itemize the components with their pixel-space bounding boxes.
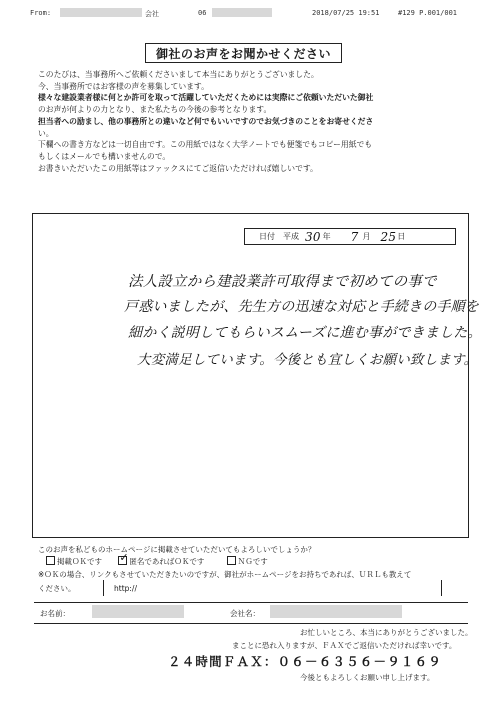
form-title: 御社のお声をお聞かせください <box>155 46 331 61</box>
date-day: 25 <box>380 229 397 244</box>
checkbox[interactable] <box>227 556 236 565</box>
url-field[interactable] <box>103 580 442 596</box>
checkbox-checked[interactable]: ✓ <box>119 551 129 564</box>
url-note: ※ＯＫの場合、リンクもさせていただきたいのですが、御社がホームページをお持ちであれば、ＵＲＬも教えて <box>38 570 412 579</box>
url-prefix: http:// <box>114 583 137 593</box>
redacted-sender <box>60 8 142 17</box>
intro-line: 下欄への書き方などは一切自由です。この用紙ではなく大学ノートでも便箋でもコピー用紙でも <box>38 140 373 150</box>
closing-final: 今後ともよろしくお願い申し上げます。 <box>300 673 435 682</box>
form-title-box <box>145 43 342 63</box>
date-month: 7 <box>350 229 359 244</box>
intro-line: 担当者への励まし、他の事務所との違いなど何でもいいですのでお気づきのことをお寄せくださ <box>38 116 374 126</box>
permission-question: このお声を私どものホームページに掲載させていただいてもよろしいでしょうか？ <box>38 545 316 554</box>
intro-line: い。 <box>38 128 54 138</box>
url-note-cont: ください。 <box>38 584 76 593</box>
intro-line: もしくはメールでも構いませんので。 <box>38 151 171 161</box>
date-label: 日付 <box>259 232 275 241</box>
intro-line: 様々な建設業者様に何とか許可を取って活躍していただくためには実際にご依頼いただいた御社 <box>38 93 374 103</box>
date-field <box>244 228 456 245</box>
company-label: 会社名： <box>230 609 260 618</box>
permission-options <box>46 551 268 567</box>
handwritten-line: 法人設立から建設業許可取得まで初めての事で <box>128 274 437 290</box>
redacted-name <box>92 605 184 618</box>
closing-request: まことに恐れ入りますが、ＦＡＸでご返信いただければ幸いです。 <box>232 641 457 650</box>
fax-area-code: 06 <box>198 9 207 17</box>
intro-line: このたびは、当事務所へご依頼くださいまして本当にありがとうございました。 <box>38 70 319 79</box>
fax-datetime: 2018/07/25 19:51 <box>312 9 380 17</box>
handwritten-line: 大変満足しています。今後とも宜しくお願い致します。 <box>137 352 478 368</box>
handwritten-line: 戸惑いましたが、先生方の迅速な対応と手続きの手順を <box>124 299 479 315</box>
name-label: お名前： <box>40 609 70 618</box>
date-year-unit: 年 <box>322 232 331 241</box>
intro-text <box>38 69 373 174</box>
date-year: 30 <box>305 229 321 244</box>
fax-from-label: From: <box>30 9 52 17</box>
date-era: 平成 <box>283 232 299 241</box>
date-day-unit: 日 <box>397 232 406 241</box>
date-month-unit: 月 <box>362 232 371 241</box>
fax-number: ２４時間ＦＡＸ：０６－６３５６－９１６９ <box>168 654 443 669</box>
redacted-number <box>212 8 272 17</box>
option-ok[interactable]: 掲載ＯＫです <box>46 557 102 566</box>
checkbox[interactable] <box>46 556 55 565</box>
intro-line: のお声が何よりの力となり、また私たちの今後の参考となります。 <box>38 105 272 115</box>
option-ng[interactable]: ＮＧです <box>227 557 268 566</box>
closing-thanks: お忙しいところ、本当にありがとうございました。 <box>300 628 473 637</box>
option-anonymous-ok[interactable]: ✓ 匿名であればＯＫです <box>119 551 205 566</box>
divider <box>34 602 468 603</box>
divider <box>34 623 468 624</box>
intro-line: お書きいただいたこの用紙等はファックスにてご返信いただければ嬉しいです。 <box>38 163 318 173</box>
fax-company-suffix: 会社 <box>145 10 159 18</box>
fax-page-info: #129 P.001/001 <box>398 9 458 17</box>
handwritten-line: 細かく説明してもらいスムーズに進む事ができました。 <box>128 325 482 341</box>
comment-frame <box>32 213 469 538</box>
redacted-company <box>270 605 402 618</box>
intro-line: 今、当事務所ではお客様の声を募集しています。 <box>38 81 209 91</box>
